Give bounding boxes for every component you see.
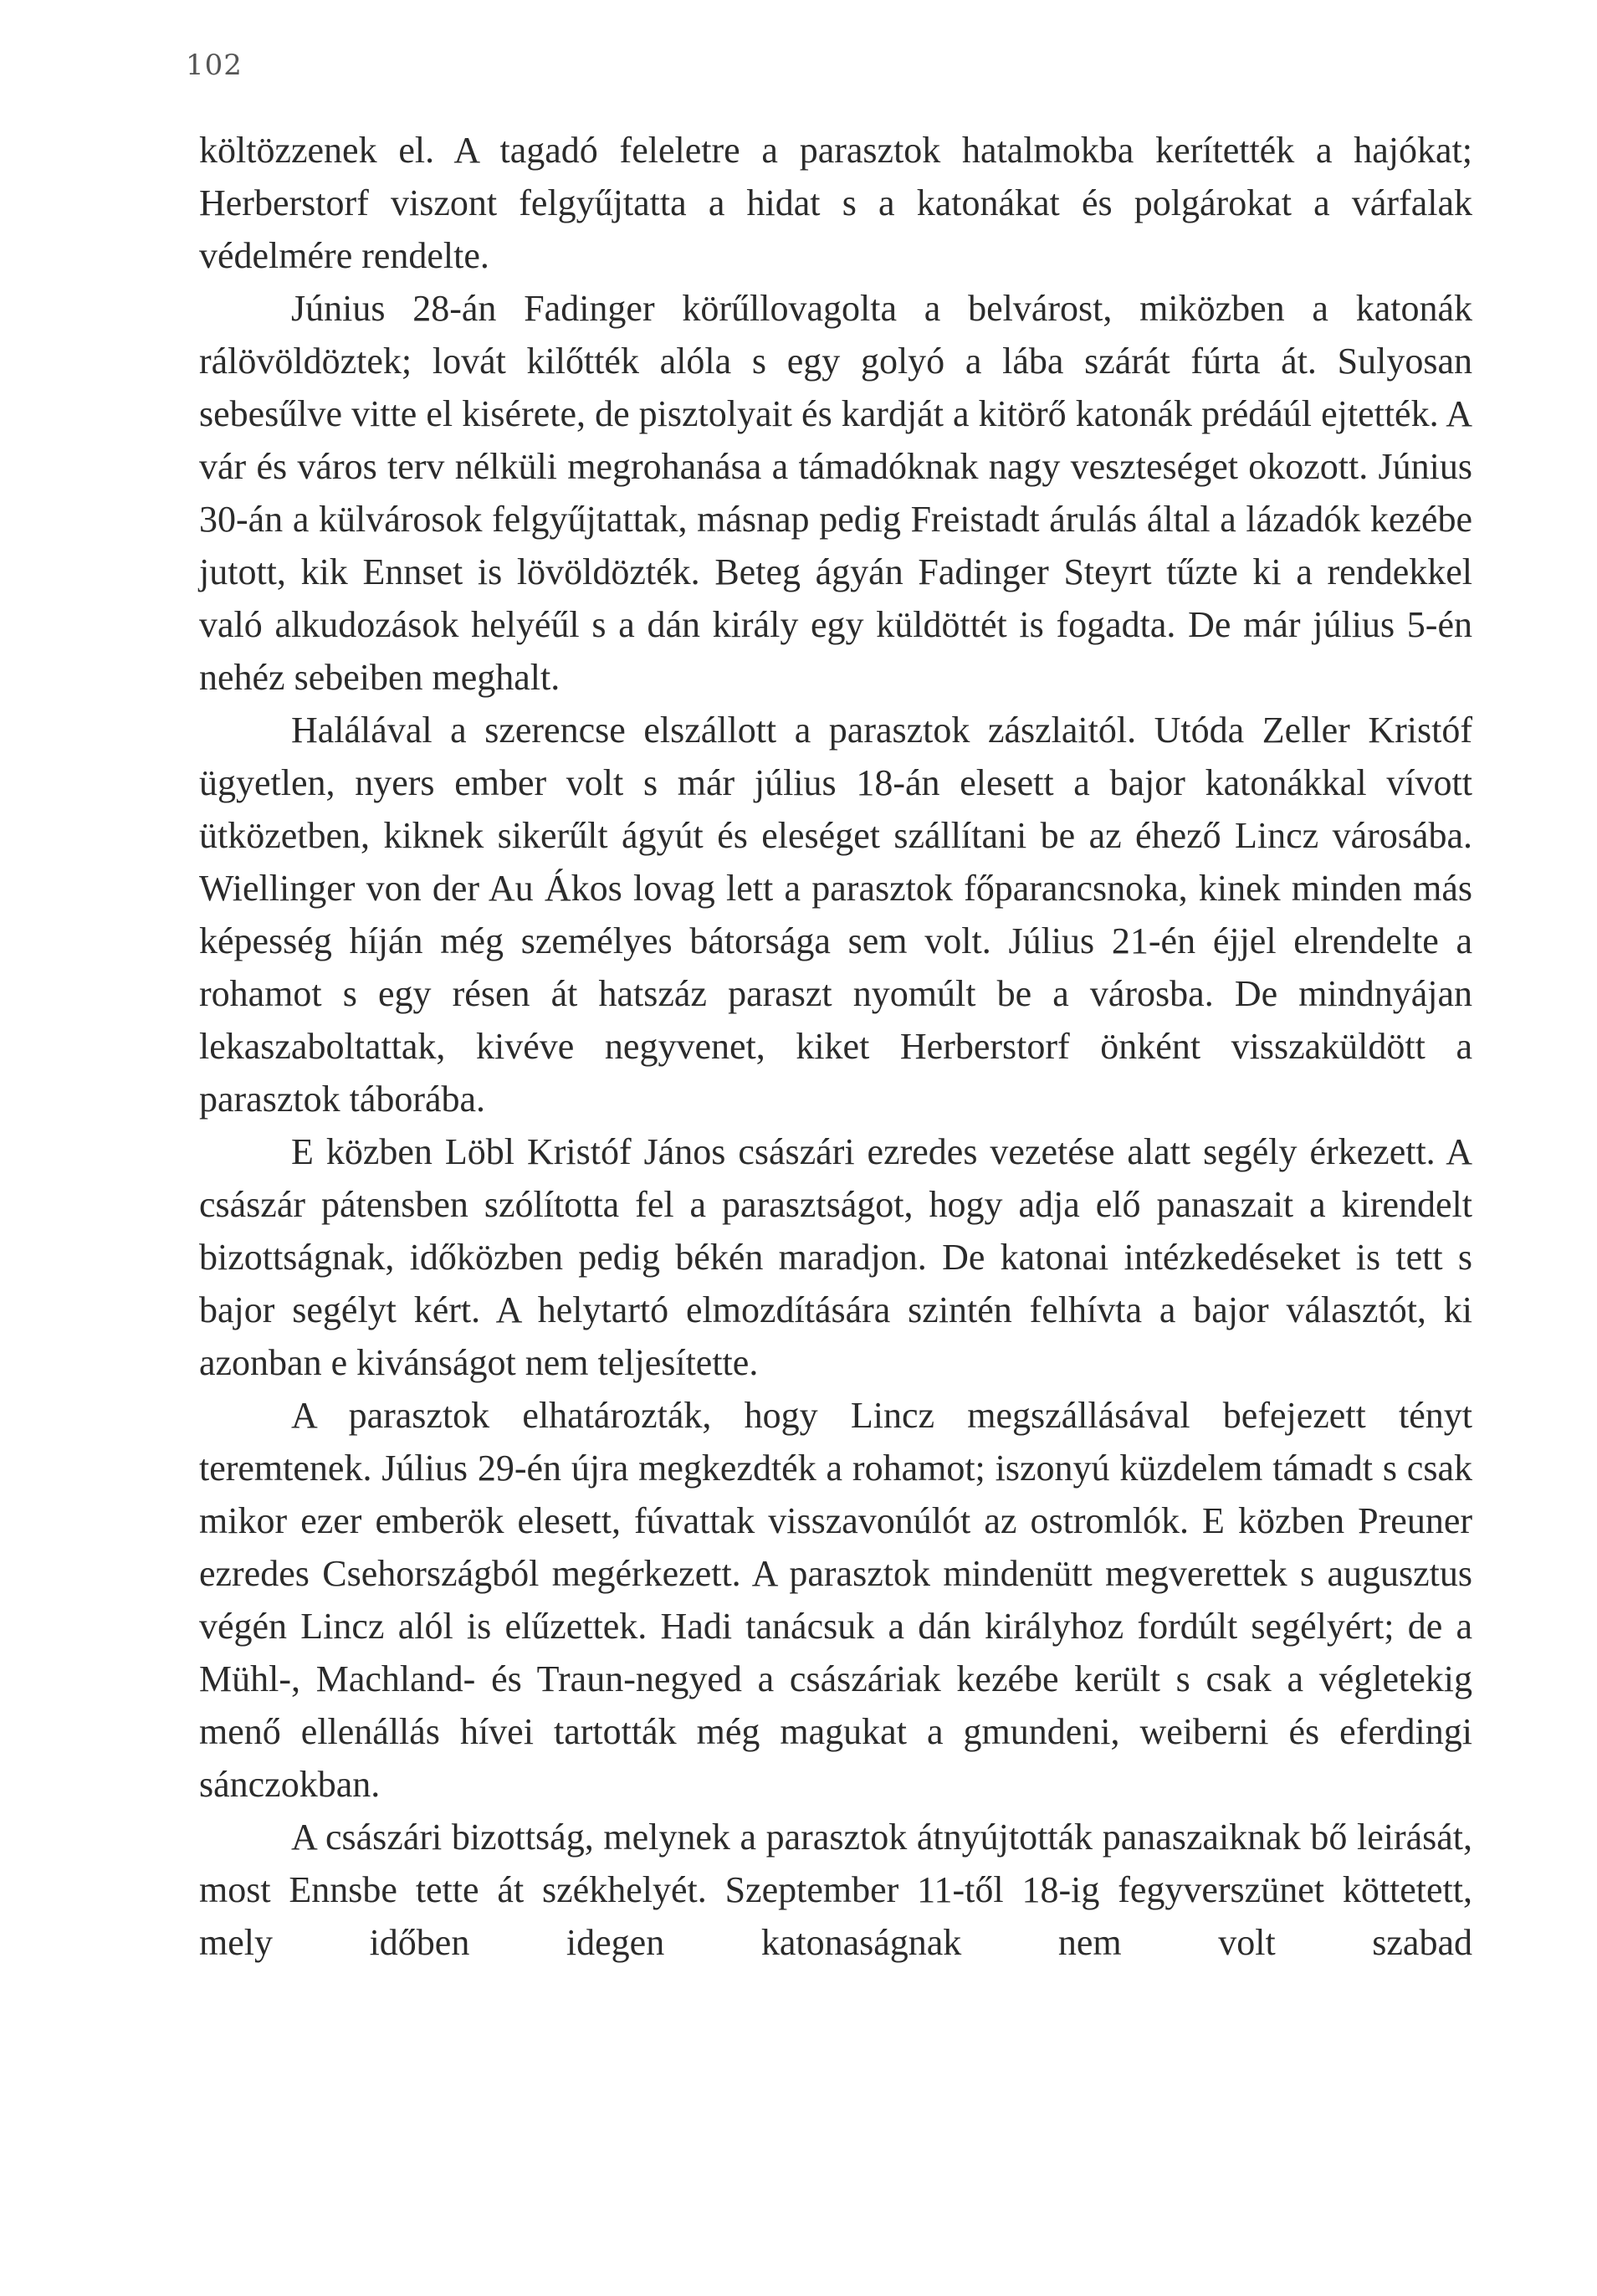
paragraph-3: Halálával a szerencse elszállott a parasztok zászlaitól. Utóda Zeller Kristóf ügyetlen, nyers ember volt s már július 18-án elesett a bajor katonákkal vívott ütközetben, kiknek sikerűlt ágyút és eleséget szállítani be az éhező Lincz városába. Wiellinger von der Au Ákos lovag lett a parasztok főparancsnoka, kinek minden más képesség híján még személyes bátorsága sem volt. Július 21-én éjjel elrendelte a rohamot s egy résen át hatszáz paraszt nyomúlt be a városba. De mindnyájan lekaszaboltattak, kivéve negyvenet, kiket Herberstorf önként visszaküldött a parasztok táborába. [199, 710, 1472, 1120]
body-text [199, 124, 1472, 1969]
paragraph-5: A parasztok elhatározták, hogy Lincz megszállásával befejezett tényt teremtenek. Július 29-én újra megkezdték a rohamot; iszonyú küzdelem támadt s csak mikor ezer emberök elesett, fúvattak visszavonúlót az ostromlók. E közben Preuner ezredes Csehországból megérkezett. A parasztok mindenütt megverettek s augusztus végén Lincz alól is elűzettek. Hadi tanácsuk a dán királyhoz fordúlt segélyért; de a Mühl-, Machland- és Traun-negyed a császáriak kezébe került s csak a végletekig menő ellenállás hívei tartották még magukat a gmundeni, weiberni és eferdingi sánczokban. [199, 1395, 1472, 1805]
paragraph-6: A császári bizottság, melynek a parasztok átnyújtották panaszaiknak bő leirását, most Ennsbe tette át székhelyét. Szeptember 11-től 18-ig fegyverszünet köttetett, mely időben idegen katonaságnak nem volt szabad [199, 1817, 1472, 1963]
paragraph-1: költözzenek el. A tagadó feleletre a parasztok hatalmokba kerítették a hajókat; Herberstorf viszont felgyűjtatta a hidat s a katonákat és polgárokat a várfalak védelmére rendelte. [199, 130, 1472, 276]
paragraph-2: Június 28-án Fadinger körűllovagolta a belvárost, miközben a katonák rálövöldöztek; lovát kilőtték alóla s egy golyó a lába szárát fúrta át. Sulyosan sebesűlve vitte el kisérete, de pisztolyait és kardját a kitörő katonák prédáúl ejtették. A vár és város terv nélküli megrohanása a támadóknak nagy veszteséget okozott. Június 30-án a külvárosok felgyűjtattak, másnap pedig Freistadt árulás által a lázadók kezébe jutott, kik Ennset is lövöldözték. Beteg ágyán Fadinger Steyrt tűzte ki a rendekkel való alkudozások helyéűl s a dán király egy küldöttét is fogadta. De már július 5-én nehéz sebeiben meghalt. [199, 288, 1472, 698]
paragraph-4: E közben Löbl Kristóf János császári ezredes vezetése alatt segély érkezett. A császár pátensben szólította fel a parasztságot, hogy adja elő panaszait a kirendelt bizottságnak, időközben pedig békén maradjon. De katonai intézkedéseket is tett s bajor segélyt kért. A helytartó elmozdítására szintén felhívta a bajor választót, ki azonban e kivánságot nem teljesítette. [199, 1131, 1472, 1383]
page-number: 102 [186, 49, 243, 82]
